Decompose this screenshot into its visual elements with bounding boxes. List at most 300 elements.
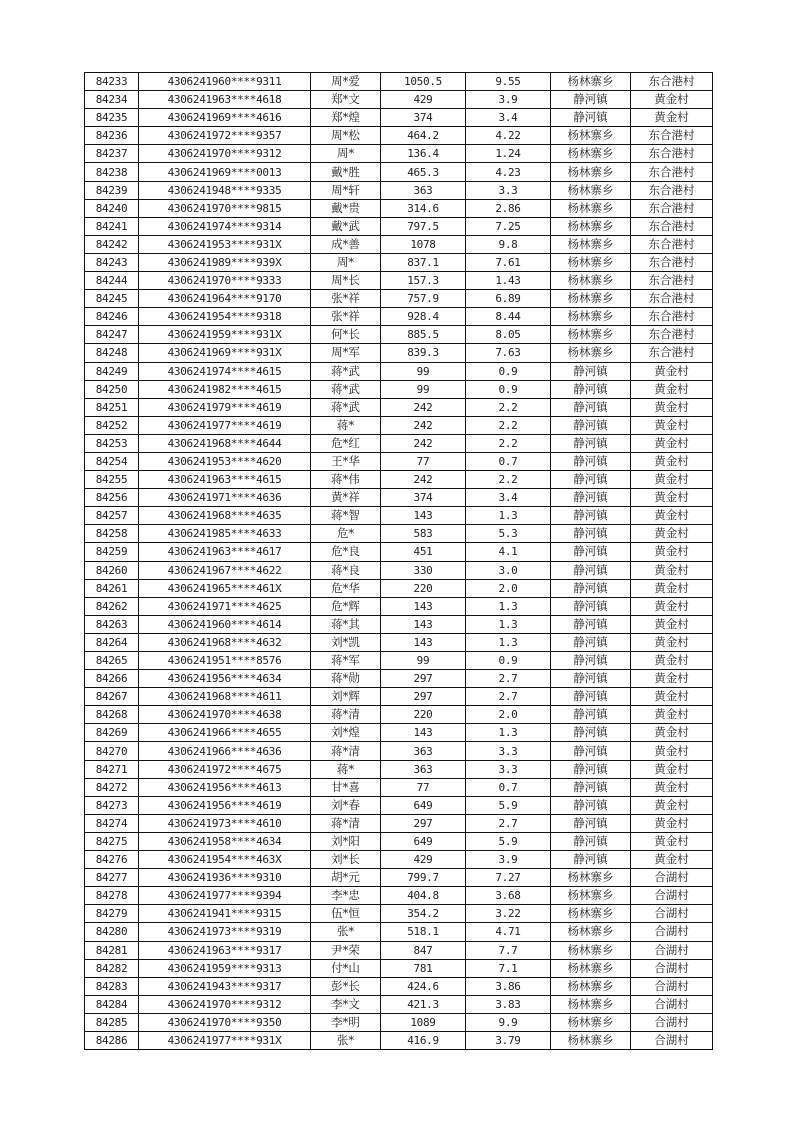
name-cell: 刘*煌 [311,724,381,742]
id-number-cell: 4306241960****4614 [139,615,311,633]
township-cell: 静河镇 [551,452,631,470]
id-number-cell: 4306241973****9319 [139,923,311,941]
area-cell: 2.0 [466,706,551,724]
area-cell: 3.22 [466,905,551,923]
name-cell: 蒋*军 [311,652,381,670]
area-cell: 8.05 [466,326,551,344]
township-cell: 杨林寨乡 [551,887,631,905]
amount-cell: 242 [381,398,466,416]
area-cell: 7.7 [466,941,551,959]
area-cell: 4.23 [466,163,551,181]
amount-cell: 314.6 [381,199,466,217]
amount-cell: 242 [381,416,466,434]
table-row [85,887,713,905]
serial-number-cell: 84278 [85,887,139,905]
village-cell: 黄金村 [631,398,713,416]
amount-cell: 847 [381,941,466,959]
table-row [85,507,713,525]
serial-number-cell: 84240 [85,199,139,217]
township-cell: 静河镇 [551,796,631,814]
township-cell: 杨林寨乡 [551,290,631,308]
area-cell: 2.2 [466,471,551,489]
village-cell: 东合港村 [631,217,713,235]
township-cell: 静河镇 [551,507,631,525]
name-cell: 周* [311,145,381,163]
amount-cell: 99 [381,380,466,398]
id-number-cell: 4306241970****9815 [139,199,311,217]
table-row [85,109,713,127]
amount-cell: 374 [381,109,466,127]
id-number-cell: 4306241954****463X [139,851,311,869]
village-cell: 黄金村 [631,724,713,742]
village-cell: 黄金村 [631,561,713,579]
township-cell: 杨林寨乡 [551,995,631,1013]
serial-number-cell: 84249 [85,362,139,380]
serial-number-cell: 84257 [85,507,139,525]
table-row [85,579,713,597]
village-cell: 东合港村 [631,145,713,163]
serial-number-cell: 84252 [85,416,139,434]
id-number-cell: 4306241969****4616 [139,109,311,127]
serial-number-cell: 84236 [85,127,139,145]
amount-cell: 330 [381,561,466,579]
name-cell: 蒋* [311,416,381,434]
township-cell: 杨林寨乡 [551,217,631,235]
township-cell: 静河镇 [551,91,631,109]
name-cell: 刘*阳 [311,832,381,850]
id-number-cell: 4306241985****4633 [139,525,311,543]
serial-number-cell: 84254 [85,452,139,470]
village-cell: 黄金村 [631,615,713,633]
serial-number-cell: 84271 [85,760,139,778]
area-cell: 0.7 [466,452,551,470]
serial-number-cell: 84286 [85,1031,139,1049]
name-cell: 李*忠 [311,887,381,905]
records-table [84,72,713,1050]
area-cell: 0.9 [466,380,551,398]
township-cell: 静河镇 [551,688,631,706]
serial-number-cell: 84246 [85,308,139,326]
township-cell: 静河镇 [551,561,631,579]
serial-number-cell: 84245 [85,290,139,308]
name-cell: 张* [311,1031,381,1049]
village-cell: 黄金村 [631,796,713,814]
amount-cell: 99 [381,362,466,380]
village-cell: 黄金村 [631,362,713,380]
amount-cell: 99 [381,652,466,670]
village-cell: 黄金村 [631,109,713,127]
village-cell: 合湖村 [631,923,713,941]
table-row [85,1013,713,1031]
village-cell: 合湖村 [631,1013,713,1031]
id-number-cell: 4306241958****4634 [139,832,311,850]
area-cell: 2.7 [466,688,551,706]
amount-cell: 143 [381,633,466,651]
id-number-cell: 4306241968****4632 [139,633,311,651]
id-number-cell: 4306241970****9312 [139,995,311,1013]
table-row [85,633,713,651]
amount-cell: 354.2 [381,905,466,923]
table-row [85,615,713,633]
village-cell: 黄金村 [631,416,713,434]
area-cell: 4.71 [466,923,551,941]
id-number-cell: 4306241965****461X [139,579,311,597]
village-cell: 黄金村 [631,832,713,850]
village-cell: 黄金村 [631,579,713,597]
amount-cell: 374 [381,489,466,507]
name-cell: 蒋*其 [311,615,381,633]
table-row [85,851,713,869]
name-cell: 付*山 [311,959,381,977]
township-cell: 静河镇 [551,597,631,615]
table-row [85,452,713,470]
name-cell: 危*良 [311,543,381,561]
area-cell: 3.3 [466,760,551,778]
id-number-cell: 4306241960****9311 [139,73,311,91]
area-cell: 2.0 [466,579,551,597]
amount-cell: 143 [381,507,466,525]
id-number-cell: 4306241954****9318 [139,308,311,326]
name-cell: 张*祥 [311,290,381,308]
table-row [85,181,713,199]
amount-cell: 757.9 [381,290,466,308]
serial-number-cell: 84237 [85,145,139,163]
name-cell: 戴*贵 [311,199,381,217]
name-cell: 张*祥 [311,308,381,326]
table-row [85,525,713,543]
area-cell: 9.55 [466,73,551,91]
table-row [85,869,713,887]
amount-cell: 421.3 [381,995,466,1013]
id-number-cell: 4306241973****4610 [139,814,311,832]
serial-number-cell: 84250 [85,380,139,398]
table-row [85,652,713,670]
amount-cell: 77 [381,778,466,796]
village-cell: 合湖村 [631,887,713,905]
name-cell: 周* [311,253,381,271]
id-number-cell: 4306241969****0013 [139,163,311,181]
serial-number-cell: 84255 [85,471,139,489]
table-row [85,380,713,398]
serial-number-cell: 84242 [85,235,139,253]
village-cell: 黄金村 [631,507,713,525]
amount-cell: 451 [381,543,466,561]
area-cell: 1.43 [466,272,551,290]
name-cell: 周*轩 [311,181,381,199]
serial-number-cell: 84277 [85,869,139,887]
name-cell: 周*爱 [311,73,381,91]
village-cell: 合湖村 [631,977,713,995]
village-cell: 黄金村 [631,778,713,796]
id-number-cell: 4306241943****9317 [139,977,311,995]
serial-number-cell: 84260 [85,561,139,579]
name-cell: 成*善 [311,235,381,253]
serial-number-cell: 84251 [85,398,139,416]
village-cell: 黄金村 [631,525,713,543]
area-cell: 7.27 [466,869,551,887]
table-row [85,995,713,1013]
township-cell: 杨林寨乡 [551,308,631,326]
village-cell: 黄金村 [631,633,713,651]
township-cell: 杨林寨乡 [551,1031,631,1049]
name-cell: 蒋*清 [311,742,381,760]
serial-number-cell: 84273 [85,796,139,814]
township-cell: 杨林寨乡 [551,73,631,91]
table-row [85,127,713,145]
table-row [85,398,713,416]
area-cell: 2.2 [466,434,551,452]
village-cell: 黄金村 [631,814,713,832]
amount-cell: 518.1 [381,923,466,941]
area-cell: 1.24 [466,145,551,163]
village-cell: 东合港村 [631,272,713,290]
id-number-cell: 4306241968****4635 [139,507,311,525]
amount-cell: 143 [381,724,466,742]
amount-cell: 242 [381,471,466,489]
area-cell: 3.0 [466,561,551,579]
table-row [85,326,713,344]
township-cell: 杨林寨乡 [551,905,631,923]
area-cell: 9.8 [466,235,551,253]
table-row [85,434,713,452]
area-cell: 0.9 [466,652,551,670]
name-cell: 危*华 [311,579,381,597]
township-cell: 静河镇 [551,814,631,832]
table-row [85,778,713,796]
table-row [85,73,713,91]
table-row [85,923,713,941]
area-cell: 4.1 [466,543,551,561]
name-cell: 甘*喜 [311,778,381,796]
id-number-cell: 4306241963****4615 [139,471,311,489]
area-cell: 3.3 [466,181,551,199]
id-number-cell: 4306241979****4619 [139,398,311,416]
serial-number-cell: 84283 [85,977,139,995]
village-cell: 黄金村 [631,434,713,452]
township-cell: 静河镇 [551,652,631,670]
name-cell: 危*红 [311,434,381,452]
area-cell: 3.9 [466,91,551,109]
id-number-cell: 4306241959****9313 [139,959,311,977]
village-cell: 合湖村 [631,941,713,959]
amount-cell: 1089 [381,1013,466,1031]
name-cell: 周*军 [311,344,381,362]
serial-number-cell: 84259 [85,543,139,561]
serial-number-cell: 84248 [85,344,139,362]
amount-cell: 649 [381,796,466,814]
village-cell: 东合港村 [631,73,713,91]
name-cell: 刘*凯 [311,633,381,651]
township-cell: 杨林寨乡 [551,923,631,941]
serial-number-cell: 84234 [85,91,139,109]
name-cell: 蒋*勋 [311,670,381,688]
township-cell: 杨林寨乡 [551,145,631,163]
serial-number-cell: 84270 [85,742,139,760]
table-row [85,91,713,109]
village-cell: 黄金村 [631,742,713,760]
township-cell: 杨林寨乡 [551,181,631,199]
serial-number-cell: 84280 [85,923,139,941]
amount-cell: 416.9 [381,1031,466,1049]
table-row [85,832,713,850]
id-number-cell: 4306241936****9310 [139,869,311,887]
village-cell: 黄金村 [631,91,713,109]
area-cell: 3.86 [466,977,551,995]
id-number-cell: 4306241956****4619 [139,796,311,814]
name-cell: 黄*祥 [311,489,381,507]
area-cell: 7.63 [466,344,551,362]
serial-number-cell: 84241 [85,217,139,235]
village-cell: 合湖村 [631,905,713,923]
village-cell: 东合港村 [631,308,713,326]
serial-number-cell: 84247 [85,326,139,344]
id-number-cell: 4306241974****4615 [139,362,311,380]
area-cell: 1.3 [466,724,551,742]
table-row [85,688,713,706]
township-cell: 静河镇 [551,525,631,543]
serial-number-cell: 84269 [85,724,139,742]
serial-number-cell: 84258 [85,525,139,543]
name-cell: 张* [311,923,381,941]
amount-cell: 143 [381,615,466,633]
name-cell: 蒋*武 [311,362,381,380]
village-cell: 黄金村 [631,706,713,724]
township-cell: 静河镇 [551,362,631,380]
name-cell: 尹*荣 [311,941,381,959]
township-cell: 静河镇 [551,416,631,434]
table-row [85,977,713,995]
amount-cell: 297 [381,688,466,706]
table-row [85,742,713,760]
table-row [85,814,713,832]
id-number-cell: 4306241982****4615 [139,380,311,398]
village-cell: 黄金村 [631,688,713,706]
township-cell: 杨林寨乡 [551,326,631,344]
township-cell: 静河镇 [551,742,631,760]
id-number-cell: 4306241969****931X [139,344,311,362]
table-row [85,362,713,380]
village-cell: 黄金村 [631,452,713,470]
table-row [85,290,713,308]
serial-number-cell: 84266 [85,670,139,688]
id-number-cell: 4306241970****9312 [139,145,311,163]
serial-number-cell: 84281 [85,941,139,959]
area-cell: 2.7 [466,670,551,688]
id-number-cell: 4306241970****4638 [139,706,311,724]
village-cell: 东合港村 [631,181,713,199]
township-cell: 杨林寨乡 [551,235,631,253]
township-cell: 杨林寨乡 [551,977,631,995]
area-cell: 0.9 [466,362,551,380]
area-cell: 7.25 [466,217,551,235]
table-row [85,344,713,362]
table-row [85,308,713,326]
name-cell: 伍*恒 [311,905,381,923]
amount-cell: 363 [381,742,466,760]
township-cell: 杨林寨乡 [551,1013,631,1031]
area-cell: 2.7 [466,814,551,832]
area-cell: 0.7 [466,778,551,796]
amount-cell: 363 [381,181,466,199]
serial-number-cell: 84264 [85,633,139,651]
village-cell: 合湖村 [631,1031,713,1049]
id-number-cell: 4306241972****9357 [139,127,311,145]
name-cell: 蒋*清 [311,706,381,724]
table-row [85,670,713,688]
township-cell: 杨林寨乡 [551,253,631,271]
village-cell: 黄金村 [631,851,713,869]
amount-cell: 839.3 [381,344,466,362]
table-row [85,905,713,923]
name-cell: 郑*文 [311,91,381,109]
amount-cell: 220 [381,579,466,597]
id-number-cell: 4306241963****4618 [139,91,311,109]
id-number-cell: 4306241966****4655 [139,724,311,742]
area-cell: 3.9 [466,851,551,869]
name-cell: 刘*长 [311,851,381,869]
area-cell: 6.89 [466,290,551,308]
name-cell: 刘*春 [311,796,381,814]
village-cell: 东合港村 [631,326,713,344]
village-cell: 东合港村 [631,127,713,145]
table-row [85,597,713,615]
table-row [85,416,713,434]
serial-number-cell: 84282 [85,959,139,977]
table-row [85,724,713,742]
amount-cell: 928.4 [381,308,466,326]
village-cell: 黄金村 [631,471,713,489]
serial-number-cell: 84262 [85,597,139,615]
village-cell: 黄金村 [631,652,713,670]
serial-number-cell: 84239 [85,181,139,199]
table-row [85,199,713,217]
village-cell: 东合港村 [631,163,713,181]
township-cell: 静河镇 [551,543,631,561]
records-table-body [85,73,713,1050]
township-cell: 静河镇 [551,109,631,127]
amount-cell: 157.3 [381,272,466,290]
name-cell: 彭*长 [311,977,381,995]
serial-number-cell: 84274 [85,814,139,832]
name-cell: 戴*胜 [311,163,381,181]
name-cell: 何*长 [311,326,381,344]
area-cell: 1.3 [466,633,551,651]
township-cell: 静河镇 [551,398,631,416]
id-number-cell: 4306241970****9333 [139,272,311,290]
serial-number-cell: 84238 [85,163,139,181]
serial-number-cell: 84275 [85,832,139,850]
amount-cell: 1078 [381,235,466,253]
township-cell: 杨林寨乡 [551,344,631,362]
serial-number-cell: 84267 [85,688,139,706]
area-cell: 9.9 [466,1013,551,1031]
serial-number-cell: 84268 [85,706,139,724]
village-cell: 东合港村 [631,290,713,308]
serial-number-cell: 84265 [85,652,139,670]
amount-cell: 429 [381,851,466,869]
area-cell: 3.83 [466,995,551,1013]
name-cell: 蒋*伟 [311,471,381,489]
table-row [85,471,713,489]
township-cell: 静河镇 [551,760,631,778]
amount-cell: 837.1 [381,253,466,271]
id-number-cell: 4306241974****9314 [139,217,311,235]
id-number-cell: 4306241966****4636 [139,742,311,760]
name-cell: 蒋*良 [311,561,381,579]
id-number-cell: 4306241963****4617 [139,543,311,561]
id-number-cell: 4306241948****9335 [139,181,311,199]
village-cell: 东合港村 [631,235,713,253]
